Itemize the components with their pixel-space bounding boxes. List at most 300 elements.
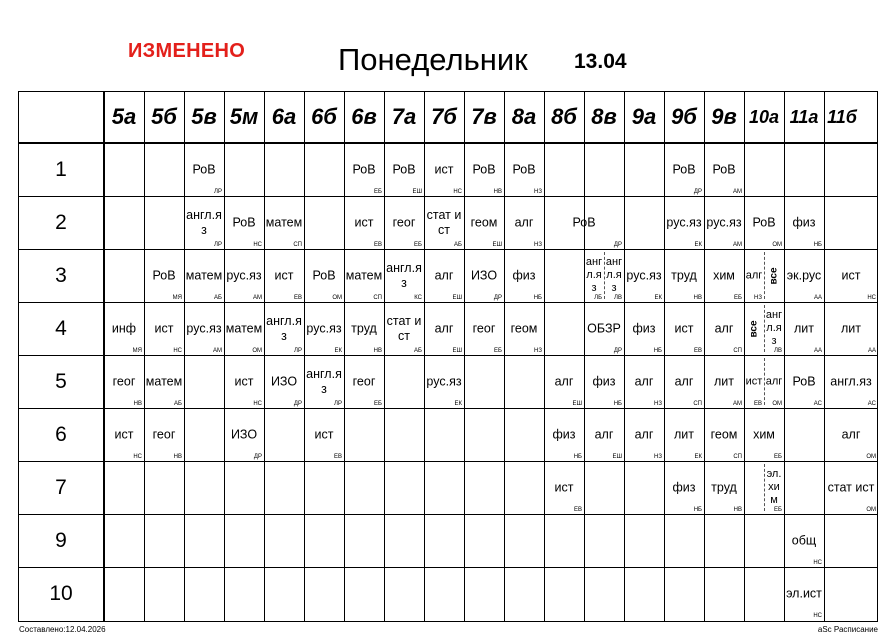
subject-label: лит [840,321,861,335]
subject-label: матем [185,268,223,282]
lesson-cell[interactable] [304,408,344,461]
subject-label: ИЗО [230,427,258,441]
lesson-cell[interactable] [664,196,704,249]
compiled-date: Составлено:12.04.2026 [19,625,106,634]
teacher-code: ЕБ [414,242,422,248]
teacher-code: НВ [173,454,182,460]
teacher-code: ЕШ [452,348,462,354]
subject-label: эл.хим [766,467,782,507]
subject-label: ист [745,374,763,387]
lesson-cell[interactable] [104,302,144,355]
subject-label: ист [354,215,374,229]
subject-label: физ [552,427,576,441]
lesson-cell[interactable] [824,302,878,355]
subject-label: труд [351,321,377,335]
lesson-cell[interactable] [304,249,344,302]
subject-label: РоВ [712,162,736,176]
subject-label: алг [514,215,534,229]
teacher-code: ЛВ [774,348,782,354]
teacher-code: НС [813,613,822,619]
lesson-cell[interactable] [624,249,664,302]
subject-label: РоВ [792,374,816,388]
group-divider [764,358,765,405]
class-header: 6а [271,104,297,129]
subject-label: матем [265,215,303,229]
lesson-cell[interactable] [224,196,264,249]
lesson-cell[interactable] [704,408,744,461]
teacher-code: ЕШ [412,189,422,195]
lesson-half[interactable] [764,355,784,408]
lesson-cell[interactable] [464,249,504,302]
teacher-code: ЛР [334,401,342,407]
teacher-code: НС [867,295,876,301]
teacher-code: НС [253,401,262,407]
lesson-cell[interactable] [544,355,584,408]
subject-label: эл.ист [786,586,822,600]
class-header: 5в [191,104,217,129]
teacher-code: ЛБ [594,295,602,301]
lesson-cell[interactable] [704,302,744,355]
class-header: 6б [311,104,337,129]
lesson-cell[interactable] [824,408,878,461]
lesson-cell[interactable] [544,408,584,461]
subject-label: РоВ [472,162,496,176]
subject-label: матем [225,321,263,335]
teacher-code: НЗ [654,454,662,460]
subject-label: хим [753,427,775,441]
group-divider [764,252,765,299]
teacher-code: ЕК [694,242,702,248]
teacher-code: ДР [293,401,302,407]
subject-label: ОБЗР [587,321,621,335]
subject-label: ист [114,427,134,441]
period-number: 5 [55,369,67,393]
subject-label: физ [792,215,816,229]
teacher-code: ЕВ [693,348,702,354]
teacher-code: СП [293,242,302,248]
subject-label: ист [154,321,174,335]
teacher-code: МЯ [172,295,182,301]
subject-label: ист [674,321,694,335]
lesson-half[interactable] [604,249,624,302]
teacher-code: НЗ [754,295,762,301]
subject-label: алг [634,427,654,441]
lesson-cell[interactable] [784,514,824,567]
lesson-half[interactable] [744,249,764,302]
grid-line [18,621,878,623]
class-header: 7в [471,104,497,129]
teacher-code: МЯ [132,348,142,354]
lesson-cell[interactable] [104,408,144,461]
lesson-cell[interactable] [264,196,304,249]
teacher-code: НБ [693,507,702,513]
teacher-code: НБ [813,242,822,248]
lesson-cell[interactable] [544,461,584,514]
lesson-cell[interactable] [584,302,624,355]
teacher-code: ЕБ [374,189,382,195]
teacher-code: НЗ [534,348,542,354]
lesson-cell[interactable] [624,408,664,461]
teacher-code: ЕБ [494,348,502,354]
teacher-code: ДР [613,242,622,248]
subject-label: геом [510,321,538,335]
teacher-code: ЕБ [374,401,382,407]
subject-label: геог [352,374,376,388]
subject-label: РоВ [752,215,776,229]
subject-label: стат ист [827,480,875,494]
teacher-code: ЕК [334,348,342,354]
class-header: 5м [229,104,259,129]
teacher-code: ЕБ [774,507,782,513]
lesson-cell[interactable] [224,355,264,408]
lesson-cell[interactable] [384,302,424,355]
subject-label: матем [145,374,183,388]
lesson-cell[interactable] [144,249,184,302]
lesson-cell[interactable] [704,355,744,408]
class-header: 7б [431,104,457,129]
lesson-cell[interactable] [304,355,344,408]
teacher-code: АМ [733,189,742,195]
subject-label: алг [674,374,694,388]
lesson-cell[interactable] [664,302,704,355]
lesson-cell[interactable] [624,355,664,408]
teacher-code: АМ [213,348,222,354]
teacher-code: ДР [613,348,622,354]
lesson-cell[interactable] [464,302,504,355]
subject-label: физ [672,480,696,494]
subject-label: алг [594,427,614,441]
subject-label: рус.яз [706,215,742,229]
lesson-half[interactable] [764,249,784,302]
subject-label: ист [841,268,861,282]
subject-label: алг [434,268,454,282]
all-group-label: все [768,266,780,285]
subject-label: алг [714,321,734,335]
subject-label: хим [713,268,735,282]
lesson-cell[interactable] [424,143,464,196]
lesson-cell[interactable] [344,355,384,408]
teacher-code: СП [373,295,382,301]
lesson-cell[interactable] [184,143,224,196]
lesson-cell[interactable] [744,408,784,461]
subject-label: алг [554,374,574,388]
period-number: 1 [55,157,67,181]
subject-label: геог [392,215,416,229]
teacher-code: АМ [253,295,262,301]
lesson-cell[interactable] [224,302,264,355]
teacher-code: АМ [733,401,742,407]
subject-label: англ.яз [306,366,342,396]
subject-label: ист [434,162,454,176]
subject-label: рус.яз [626,268,662,282]
lesson-cell[interactable] [784,355,824,408]
teacher-code: ОМ [866,507,876,513]
teacher-code: ЕБ [734,295,742,301]
lesson-cell[interactable] [424,302,464,355]
lesson-cell[interactable] [784,249,824,302]
class-header: 9б [671,104,697,129]
teacher-code: ЕШ [492,242,502,248]
lesson-cell[interactable] [504,302,544,355]
group-divider [604,252,605,299]
lesson-cell[interactable] [224,249,264,302]
lesson-cell[interactable] [344,143,384,196]
class-header: 6в [351,104,377,129]
subject-label: рус.яз [666,215,702,229]
grid-line [18,567,878,568]
subject-label: геог [472,321,496,335]
subject-label: ист [554,480,574,494]
subject-label: ИЗО [270,374,298,388]
teacher-code: АА [813,348,822,354]
subject-label: англ.яз [186,207,222,237]
lesson-cell[interactable] [304,302,344,355]
teacher-code: ДР [493,295,502,301]
teacher-code: ЕВ [293,295,302,301]
lesson-cell[interactable] [264,302,304,355]
subject-label: ист [274,268,294,282]
teacher-code: НБ [613,401,622,407]
lesson-cell[interactable] [744,249,784,302]
subject-label: алг [745,268,763,281]
lesson-cell[interactable] [264,249,304,302]
teacher-code: НБ [653,348,662,354]
teacher-code: ЕШ [612,454,622,460]
teacher-code: НС [133,454,142,460]
teacher-code: ДР [693,189,702,195]
lesson-cell[interactable] [664,461,704,514]
lesson-cell[interactable] [384,249,424,302]
class-header: 7а [391,104,417,129]
subject-label: физ [632,321,656,335]
teacher-code: ЕШ [572,401,582,407]
teacher-code: АБ [414,348,422,354]
lesson-cell[interactable] [544,196,624,249]
teacher-code: ОМ [772,401,782,407]
group-divider [764,464,765,511]
lesson-half[interactable] [744,302,764,355]
lesson-cell[interactable] [664,355,704,408]
teacher-code: АА [867,348,876,354]
period-number: 9 [55,528,67,552]
lesson-cell[interactable] [424,249,464,302]
lesson-cell[interactable] [104,355,144,408]
subject-label: рус.яз [186,321,222,335]
lesson-cell[interactable] [744,355,784,408]
subject-label: РоВ [232,215,256,229]
teacher-code: ЕВ [333,454,342,460]
subject-label: алг [765,374,783,387]
lesson-cell[interactable] [824,249,878,302]
lesson-half[interactable] [744,461,764,514]
subject-label: общ [791,533,817,547]
lesson-cell[interactable] [784,567,824,620]
lesson-cell[interactable] [784,302,824,355]
lesson-cell[interactable] [664,408,704,461]
lesson-cell[interactable] [144,355,184,408]
date-title: 13.04 [574,50,627,73]
subject-label: геог [112,374,136,388]
teacher-code: ОМ [332,295,342,301]
subject-label: инф [111,321,137,335]
subject-label: алг [434,321,454,335]
lesson-cell[interactable] [504,249,544,302]
period-number: 6 [55,422,67,446]
lesson-cell[interactable] [744,461,784,514]
class-header: 9а [631,104,657,129]
teacher-code: ОМ [866,454,876,460]
period-number: 7 [55,475,67,499]
lesson-cell[interactable] [584,355,624,408]
teacher-code: НС [253,242,262,248]
teacher-code: АМ [733,242,742,248]
teacher-code: ЕВ [573,507,582,513]
subject-label: РоВ [512,162,536,176]
teacher-code: АС [813,401,822,407]
subject-label: РоВ [672,162,696,176]
teacher-code: ОМ [252,348,262,354]
subject-label: труд [711,480,737,494]
teacher-code: НС [453,189,462,195]
subject-label: РоВ [352,162,376,176]
lesson-cell[interactable] [664,249,704,302]
lesson-cell[interactable] [384,196,424,249]
subject-label: англ.яз [605,255,623,295]
day-title: Понедельник [338,42,528,77]
lesson-cell[interactable] [344,302,384,355]
subject-label: геом [710,427,738,441]
lesson-cell[interactable] [704,461,744,514]
lesson-cell[interactable] [824,355,878,408]
period-number: 4 [55,316,67,340]
subject-label: геог [152,427,176,441]
teacher-code: ЛР [214,242,222,248]
lesson-half[interactable] [584,249,604,302]
subject-label: лит [793,321,814,335]
teacher-code: НВ [493,189,502,195]
lesson-cell[interactable] [344,196,384,249]
teacher-code: СП [733,454,742,460]
teacher-code: ЛР [294,348,302,354]
lesson-cell[interactable] [184,302,224,355]
lesson-cell[interactable] [424,196,464,249]
lesson-cell[interactable] [744,302,784,355]
subject-label: РоВ [572,215,596,229]
subject-label: англ.яз [765,308,783,348]
teacher-code: ДР [253,454,262,460]
software-credit: aSc Расписание [817,625,878,634]
lesson-cell[interactable] [424,355,464,408]
changed-label: ИЗМЕНЕНО [128,40,246,62]
class-header: 5б [151,104,177,129]
teacher-code: НЗ [534,242,542,248]
lesson-cell[interactable] [704,143,744,196]
class-header: 8б [551,104,577,129]
subject-label: труд [671,268,697,282]
lesson-cell[interactable] [704,196,744,249]
subject-label: РоВ [192,162,216,176]
teacher-code: НБ [573,454,582,460]
lesson-cell[interactable] [784,196,824,249]
lesson-cell[interactable] [144,408,184,461]
teacher-code: ЕВ [373,242,382,248]
lesson-cell[interactable] [744,196,784,249]
lesson-cell[interactable] [144,302,184,355]
lesson-cell[interactable] [824,461,878,514]
lesson-half[interactable] [744,355,764,408]
class-header: 8а [511,104,537,129]
subject-label: алг [841,427,861,441]
class-header: 9в [711,104,737,129]
lesson-cell[interactable] [224,408,264,461]
subject-label: рус.яз [306,321,342,335]
teacher-code: ЛВ [614,295,622,301]
class-header: 11а [789,106,819,127]
schedule-grid [18,91,878,622]
teacher-code: ЕШ [452,295,462,301]
class-header: 11б [827,106,857,127]
lesson-cell[interactable] [584,249,624,302]
lesson-cell[interactable] [664,143,704,196]
lesson-cell[interactable] [344,249,384,302]
lesson-cell[interactable] [504,196,544,249]
subject-label: ист [234,374,254,388]
teacher-code: НВ [373,348,382,354]
teacher-code: ЕК [454,401,462,407]
teacher-code: АА [813,295,822,301]
lesson-cell[interactable] [464,143,504,196]
subject-label: англ.яз [830,374,872,388]
lesson-half[interactable] [764,302,784,355]
teacher-code: АС [867,401,876,407]
class-header: 5а [111,104,137,129]
subject-label: рус.яз [226,268,262,282]
lesson-cell[interactable] [384,143,424,196]
subject-label: англ.яз [386,260,422,290]
subject-label: физ [512,268,536,282]
teacher-code: НВ [733,507,742,513]
class-header: 8в [591,104,617,129]
lesson-cell[interactable] [624,302,664,355]
period-number: 10 [49,581,73,605]
all-group-label: все [748,319,760,338]
teacher-code: НВ [693,295,702,301]
subject-label: англ.яз [585,255,603,295]
teacher-code: НС [173,348,182,354]
lesson-half[interactable] [764,461,784,514]
subject-label: РоВ [152,268,176,282]
teacher-code: ЕВ [753,401,762,407]
period-number: 3 [55,263,67,287]
lesson-cell[interactable] [264,355,304,408]
subject-label: алг [634,374,654,388]
subject-label: лит [713,374,734,388]
lesson-cell[interactable] [584,408,624,461]
lesson-cell[interactable] [184,196,224,249]
lesson-cell[interactable] [184,249,224,302]
subject-label: рус.яз [426,374,462,388]
teacher-code: АБ [214,295,222,301]
lesson-cell[interactable] [704,249,744,302]
teacher-code: НС [813,560,822,566]
subject-label: стат ист [426,207,462,237]
subject-label: стат ист [386,313,422,343]
lesson-cell[interactable] [464,196,504,249]
teacher-code: АБ [454,242,462,248]
period-number: 2 [55,210,67,234]
teacher-code: НЗ [534,189,542,195]
lesson-cell[interactable] [504,143,544,196]
